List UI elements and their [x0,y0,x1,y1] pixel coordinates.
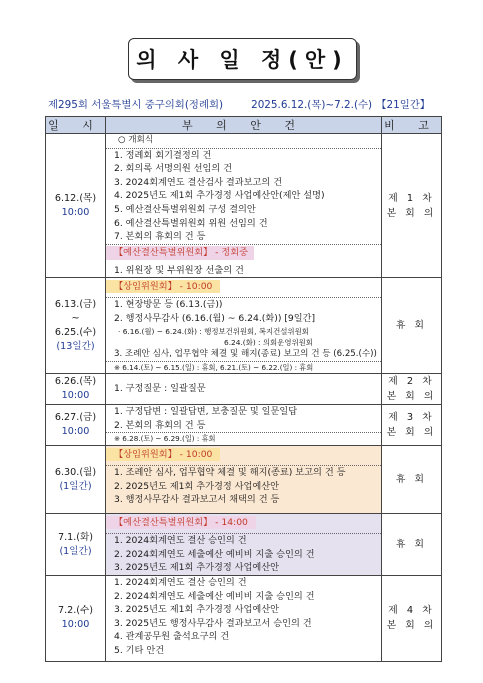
row-note: 휴 회 [382,278,442,374]
row-agenda [106,278,382,374]
list-item: ○ 개회식 [118,135,154,145]
list-item: 2. 본회의 휴회의 건 등 [114,419,206,431]
days-text: (13일간) [56,340,95,352]
list-item: 3. 조례안 심사, 업무협약 체결 및 해지(종료) 보고의 건 등 (6.25.(수)) [114,348,377,359]
footnote: ※ 6.28.(토) ~ 6.29.(일) : 휴회 [114,434,216,444]
list-item: 5. 예산결산특별위원회 구성 결의안 [114,203,256,215]
time-text: 10:00 [61,426,90,438]
row-date [46,134,106,278]
list-item: 1. 2024회계연도 결산 승인의 건 [114,576,247,588]
table-row [46,446,442,514]
list-item: 6. 예산결산특별위원회 위원 선임의 건 [114,217,268,229]
session-duration: 【21일간】 [376,99,431,111]
footnote: ※ 6.14.(토) ~ 6.15.(일) : 휴회, 6.21.(토) ~ 6.22.(일) : 휴회 [114,363,314,373]
section-head: 【예산결산특별위원회】 - 정회중 [106,246,254,260]
row-date [46,446,106,514]
table-row [46,134,442,278]
list-item: 4. 관계공무원 출석요구의 건 [114,631,230,643]
row-date [46,405,106,446]
list-item: · 6.16.(월) ~ 6.24.(화) : 행정보건위원회, 복지건설위원회 [118,326,309,336]
time-text: 10:00 [61,390,90,402]
list-item: 7. 본회의 휴회의 건 등 [114,231,206,243]
row-agenda [106,514,382,576]
table-header-row [46,117,442,134]
row-agenda [106,374,382,405]
table-row [46,405,442,446]
list-item: 2. 2024회계연도 세출예산 예비비 지출 승인의 건 [114,590,315,602]
row-agenda [106,405,382,446]
section-head: 【상임위원회】 - 10:00 [106,280,220,294]
list-item: 2. 회의록 서명의원 선임의 건 [114,163,233,175]
row-note: 휴 회 [382,514,442,576]
session-name: 제295회 서울특별시 중구의회(정례회) [48,99,224,111]
list-item: 3. 2025년도 제1회 추가경정 사업예산안 [114,604,280,616]
row-date [46,278,106,374]
date-text: 7.2.(수) [57,605,94,617]
date-text-end: 6.25.(수) [54,326,97,338]
date-text: 7.1.(화) [57,531,94,543]
table-row [46,374,442,405]
list-item: 3. 행정사무감사 결과보고서 채택의 건 등 [114,494,280,506]
days-text: (1일간) [59,545,92,557]
row-note: 제 1 차 본 회 의 [382,134,442,278]
list-item: 2. 2024회계연도 세출예산 예비비 지출 승인의 건 [114,548,315,560]
session-period: 2025.6.12.(목)~7.2.(수) [251,99,373,111]
schedule-table [45,116,442,662]
date-text: 6.13.(금) [54,298,97,310]
row-note: 제 3 차 본 회 의 [382,405,442,446]
row-date [46,374,106,405]
row-note: 휴 회 [382,446,442,514]
row-note: 제 4 차 본 회 의 [382,575,442,661]
col-agenda: 부 의 안 건 [106,117,382,134]
title-box [128,38,357,80]
table-row [46,575,442,661]
list-item: 1. 2024회계연도 결산 승인의 건 [114,535,247,547]
list-item: 1. 구정질문 : 일괄질문 [114,383,206,395]
list-item: 6.24.(화) : 의회운영위원회 [224,337,313,347]
list-item: 3. 2024회계연도 결산검사 결과보고의 건 [114,176,283,188]
date-text: 6.12.(목) [54,192,97,204]
list-item: 4. 2025년도 제1회 추가경정 사업예산안(제안 설명) [114,190,325,202]
list-item: 3. 2025년도 행정사무감사 결과보고서 승인의 건 [114,617,312,629]
section-head: 【상임위원회】 - 10:00 [106,448,220,462]
col-date: 일 시 [46,117,106,134]
list-item: 1. 현장방문 등 (6.13.(금)) [114,299,223,311]
list-item: 3. 2025년도 제1회 추가경정 사업예산안 [114,562,280,574]
row-date [46,514,106,576]
list-item: 1. 위원장 및 부위원장 선출의 건 [114,264,244,276]
time-text: 10:00 [61,619,90,631]
table-row [46,278,442,374]
list-item: 2. 2025년도 제1회 추가경정 사업예산안 [114,480,280,492]
section-head: 【예산결산특별위원회】 - 14:00 [106,516,256,530]
row-note: 제 2 차 본 회 의 [382,374,442,405]
date-text: 6.30.(월) [54,466,97,478]
row-agenda [106,575,382,661]
date-text: 6.27.(금) [54,412,97,424]
list-item: 1. 정례회 회기결정의 건 [114,149,212,161]
col-note: 비 고 [382,117,442,134]
days-text: (1일간) [59,480,92,492]
time-text: 10:00 [61,206,90,218]
list-item: 1. 구정답변 : 일괄답변, 보충질문 및 일문일답 [114,406,298,418]
date-tilde: ~ [71,312,80,324]
date-text: 6.26.(목) [54,376,97,388]
page-title: 의 사 일 정(안) [136,48,349,72]
list-item: 5. 기타 안건 [114,644,165,656]
row-agenda [106,134,382,278]
row-date [46,575,106,661]
row-agenda [106,446,382,514]
session-header [48,96,438,111]
list-item: 2. 행정사무감사 (6.16.(월) ~ 6.24.(화)) [9일간] [114,312,316,324]
list-item: 1. 조례안 심사, 업무협약 체결 및 해지(종료) 보고의 건 등 [114,467,346,479]
table-row [46,514,442,576]
